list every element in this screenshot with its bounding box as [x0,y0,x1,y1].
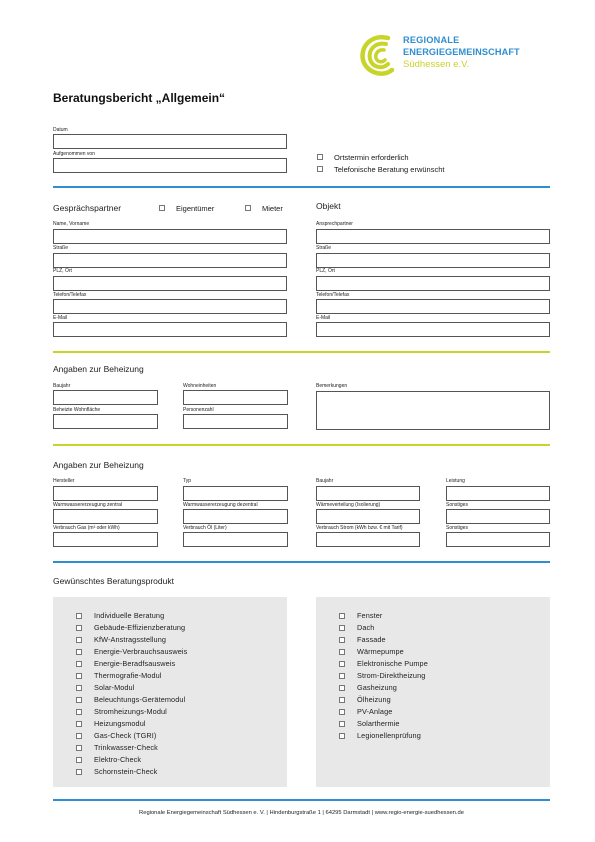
divider-lime-2 [53,444,550,446]
produkt-checkbox[interactable] [339,721,345,727]
objekt-plz-label: PLZ, Ort [316,268,335,274]
ortstermin-checkbox[interactable] [317,154,323,160]
divider-blue-1 [53,186,550,188]
sonstiges1-field[interactable] [446,509,550,524]
produkt-item-right[interactable] [339,635,539,645]
leistung-field[interactable] [446,486,550,501]
telefonisch-label: Telefonische Beratung erwünscht [334,165,445,174]
produkt-label: Stromheizungs-Modul [94,707,167,716]
produkt-checkbox[interactable] [76,721,82,727]
ww-zentral-field[interactable] [53,509,158,524]
verbrauch-oel-label: Verbrauch Öl (Liter) [183,525,227,531]
produkt-item-left[interactable] [76,695,276,705]
objekt-strasse-label: Straße [316,245,332,251]
produkt-item-left[interactable] [76,743,276,753]
produkt-label: Energie-Beradfsausweis [94,659,176,668]
ansprech-field[interactable] [316,229,550,244]
produkt-label: Schornstein-Check [94,767,158,776]
produkt-label: Thermografie-Modul [94,671,162,680]
produkt-checkbox[interactable] [339,685,345,691]
produkte-heading: Gewünschtes Beratungsprodukt [53,576,174,586]
strasse-label: Straße [53,245,69,251]
logo-line1: REGIONALE [403,35,460,45]
verbrauch-gas-field[interactable] [53,532,158,547]
produkt-label: Gas-Check (TGRI) [94,731,157,740]
baujahr-label: Baujahr [53,383,71,389]
produkt-label: Elektronische Pumpe [357,659,428,668]
produkt-label: Fassade [357,635,386,644]
ortstermin-label: Ortstermin erforderlich [334,153,409,162]
produkt-label: Beleuchtungs-Gerätemodul [94,695,186,704]
email-label: E-Mail [53,315,68,321]
produkt-item-right[interactable] [339,695,539,705]
strasse-field[interactable] [53,253,287,268]
ansprech-label: Ansprechpartner [316,221,353,227]
produkt-label: KfW-Anstragsstellung [94,635,167,644]
divider-blue-3 [53,799,550,801]
ww-dezentral-field[interactable] [183,509,288,524]
produkt-item-right[interactable] [339,671,539,681]
produkt-checkbox[interactable] [76,661,82,667]
objekt-telefon-field[interactable] [316,299,550,314]
datum-label: Datum [53,127,68,133]
produkt-item-left[interactable] [76,707,276,717]
produkt-label: Solarthermie [357,719,400,728]
eigentuemer-label: Eigentümer [176,204,215,213]
produkt-checkbox[interactable] [76,685,82,691]
name-label: Name, Vorname [53,221,90,227]
heizung1-heading: Angaben zur Beheizung [53,364,144,374]
produkt-checkbox[interactable] [76,733,82,739]
baujahr-field[interactable] [53,390,158,405]
logo-swirl-icon [358,32,402,80]
sonstiges2-field[interactable] [446,532,550,547]
mieter-label: Mieter [262,204,283,213]
verbrauch-oel-field[interactable] [183,532,288,547]
produkt-item-left[interactable] [76,755,276,765]
wohnflaeche-label: Beheizte Wohnfläche [53,407,101,413]
sonstiges1-label: Sonstiges [446,502,468,508]
produkt-label: Solar-Modul [94,683,135,692]
produkt-label: Individuelle Beratung [94,611,165,620]
leistung-label: Leistung [446,478,465,484]
personen-label: Personenzahl [183,407,214,413]
produkt-checkbox[interactable] [76,649,82,655]
eigentuemer-checkbox[interactable] [159,205,165,211]
aufgenommen-label: Aufgenommen von [53,151,95,157]
personen-field[interactable] [183,414,288,429]
produkt-item-left[interactable] [76,683,276,693]
typ-field[interactable] [183,486,288,501]
produkt-item-right[interactable] [339,659,539,669]
produkt-item-left[interactable] [76,671,276,681]
hersteller-label: Hersteller [53,478,75,484]
logo-line2: ENERGIEGEMEINSCHAFT [403,47,520,57]
produkt-label: Gasheizung [357,683,397,692]
produkt-item-right[interactable] [339,731,539,741]
produkt-item-left[interactable] [76,767,276,777]
produkt-label: Gebäude-Effizienzberatung [94,623,186,632]
produkt-item-left[interactable] [76,611,276,621]
produkt-item-left[interactable] [76,647,276,657]
produkt-label: Legionellenprüfung [357,731,421,740]
logo [358,32,553,82]
divider-blue-2 [53,561,550,563]
baujahr2-label: Baujahr [316,478,334,484]
verbrauch-strom-field[interactable] [316,532,420,547]
telefon-label: Telefon/Telefax [53,292,87,298]
bemerkungen-field[interactable] [316,391,550,430]
produkt-item-left[interactable] [76,731,276,741]
ww-zentral-label: Warmwassererzeugung zentral [53,502,123,508]
telefon-field[interactable] [53,299,287,314]
typ-label: Typ [183,478,192,484]
produkt-label: Strom-Direktheizung [357,671,426,680]
produkt-item-right[interactable] [339,683,539,693]
divider-lime-1 [53,351,550,353]
sonstiges2-label: Sonstiges [446,525,468,531]
produkt-item-left[interactable] [76,623,276,633]
baujahr2-field[interactable] [316,486,420,501]
bemerkungen-label: Bemerkungen [316,383,348,389]
produkt-label: Elektro-Check [94,755,142,764]
produkt-checkbox[interactable] [76,745,82,751]
objekt-email-label: E-Mail [316,315,331,321]
page-title: Beratungsbericht „Allgemein“ [53,91,226,105]
verbrauch-gas-label: Verbrauch Gas (m³ oder kWh) [53,525,120,531]
produkt-item-right[interactable] [339,647,539,657]
waermeverteilung-label: Wärmeverteilung (Isolierung) [316,502,381,508]
produkt-checkbox[interactable] [339,613,345,619]
produkt-checkbox[interactable] [76,613,82,619]
name-field[interactable] [53,229,287,244]
produkt-label: Ölheizung [357,695,391,704]
produkt-label: Heizungsmodul [94,719,146,728]
produkt-checkbox[interactable] [339,649,345,655]
partner-heading: Gesprächspartner [53,203,122,213]
produkt-checkbox[interactable] [339,661,345,667]
produkt-checkbox[interactable] [339,697,345,703]
produkt-checkbox[interactable] [339,709,345,715]
objekt-strasse-field[interactable] [316,253,550,268]
produkt-checkbox[interactable] [76,769,82,775]
produkt-item-left[interactable] [76,635,276,645]
aufgenommen-field[interactable] [53,158,287,173]
verbrauch-strom-label: Verbrauch Strom (kWh bzw. € mit Tarif) [316,525,403,531]
produkt-checkbox[interactable] [76,625,82,631]
produkt-checkbox[interactable] [76,637,82,643]
email-field[interactable] [53,322,287,337]
produkt-label: Energie-Verbrauchsausweis [94,647,188,656]
produkt-item-left[interactable] [76,719,276,729]
produkt-label: Dach [357,623,375,632]
plz-field[interactable] [53,276,287,291]
objekt-plz-field[interactable] [316,276,550,291]
produkt-checkbox[interactable] [339,673,345,679]
plz-label: PLZ, Ort [53,268,72,274]
datum-field[interactable] [53,134,287,149]
mieter-checkbox[interactable] [245,205,251,211]
produkt-label: Wärmepumpe [357,647,404,656]
produkt-checkbox[interactable] [76,697,82,703]
hersteller-field[interactable] [53,486,158,501]
footer: Regionale Energiegemeinschaft Südhessen e. V. | Hindenburgstraße 1 | 64295 Darmstadt | www.regio-energie-suedhessen.de [139,810,464,816]
produkt-label: Trinkwasser-Check [94,743,158,752]
waermeverteilung-field[interactable] [316,509,420,524]
objekt-email-field[interactable] [316,322,550,337]
produkt-checkbox[interactable] [76,709,82,715]
produkt-checkbox[interactable] [76,757,82,763]
produkt-label: Fenster [357,611,383,620]
wohneinheiten-field[interactable] [183,390,288,405]
logo-line3: Südhessen e.V. [403,59,470,70]
produkt-label: PV-Anlage [357,707,393,716]
wohnflaeche-field[interactable] [53,414,158,429]
produkt-checkbox[interactable] [339,733,345,739]
produkt-item-left[interactable] [76,659,276,669]
produkt-checkbox[interactable] [339,637,345,643]
telefonisch-checkbox[interactable] [317,166,323,172]
produkt-checkbox[interactable] [339,625,345,631]
produkt-item-right[interactable] [339,623,539,633]
wohneinheiten-label: Wohneinheiten [183,383,217,389]
produkt-item-right[interactable] [339,707,539,717]
produkt-item-right[interactable] [339,719,539,729]
ww-dezentral-label: Warmwassererzeugung dezentral [183,502,258,508]
objekt-heading: Objekt [316,201,341,211]
objekt-telefon-label: Telefon/Telefax [316,292,350,298]
produkt-item-right[interactable] [339,611,539,621]
produkt-checkbox[interactable] [76,673,82,679]
heizung2-heading: Angaben zur Beheizung [53,460,144,470]
